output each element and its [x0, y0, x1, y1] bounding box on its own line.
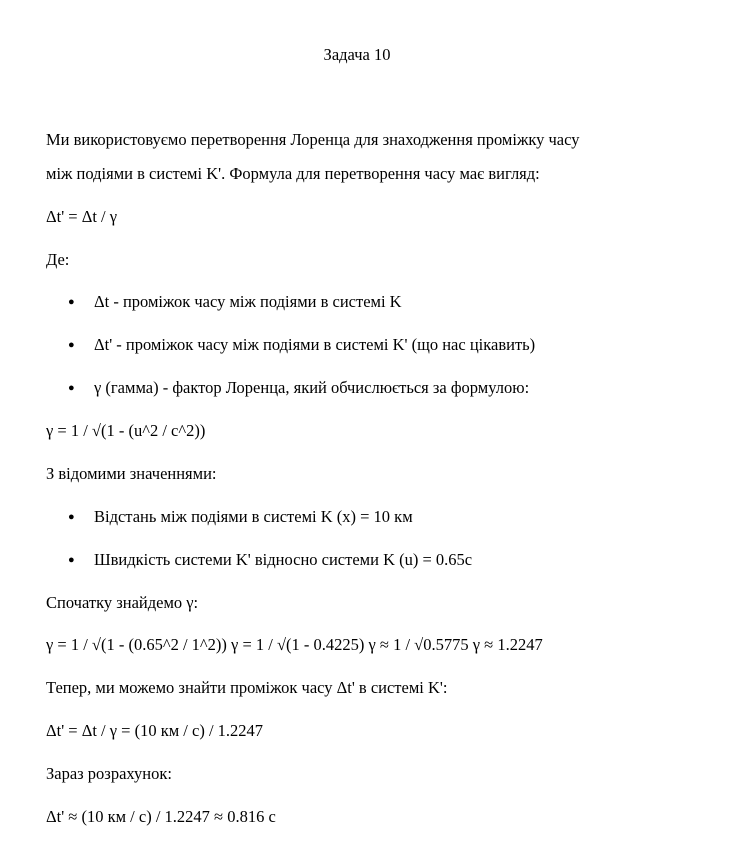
- definition-item: [68, 378, 529, 398]
- intro-line-2: між подіями в системі K'. Формула для перетворення часу має вигляд:: [46, 164, 540, 183]
- bullet-icon: ●: [68, 339, 75, 351]
- gamma-formula: γ = 1 / √(1 - (u^2 / c^2)): [46, 421, 206, 440]
- calculation-label: Зараз розрахунок:: [46, 764, 172, 783]
- definition-item: [68, 292, 402, 312]
- bullet-icon: ●: [68, 296, 75, 308]
- known-values-label: З відомими значеннями:: [46, 464, 217, 483]
- time-transform-formula: Δt' = Δt / γ: [46, 207, 118, 226]
- now-find-label: Тепер, ми можемо знайти проміжок часу Δt' в системі K':: [46, 678, 448, 697]
- interval-formula: Δt' = Δt / γ = (10 км / с) / 1.2247: [46, 721, 264, 740]
- result-line: Δt' ≈ (10 км / с) / 1.2247 ≈ 0.816 с: [46, 807, 276, 826]
- where-label: Де:: [46, 250, 70, 269]
- value-text: Швидкість системи K' відносно системи K (u) = 0.65c: [94, 550, 473, 569]
- bullet-icon: ●: [68, 511, 75, 523]
- gamma-calculation: γ = 1 / √(1 - (0.65^2 / 1^2)) γ = 1 / √(1 - 0.4225) γ ≈ 1 / √0.5775 γ ≈ 1.2247: [46, 635, 543, 654]
- definition-item: [68, 335, 535, 355]
- intro-line-1: Ми використовуємо перетворення Лоренца для знаходження проміжку часу: [46, 130, 580, 149]
- bullet-icon: ●: [68, 554, 75, 566]
- document-title: Задача 10: [323, 45, 391, 64]
- definition-text: γ (гамма) - фактор Лоренца, який обчислюється за формулою:: [94, 378, 530, 397]
- value-text: Відстань між подіями в системі K (x) = 10 км: [94, 507, 413, 526]
- bullet-icon: ●: [68, 382, 75, 394]
- value-item: [68, 550, 472, 570]
- first-find-label: Спочатку знайдемо γ:: [46, 593, 199, 612]
- definition-text: Δt' - проміжок часу між подіями в системі K' (що нас цікавить): [94, 335, 536, 354]
- definition-text: Δt - проміжок часу між подіями в системі K: [94, 292, 402, 311]
- value-item: [68, 507, 413, 527]
